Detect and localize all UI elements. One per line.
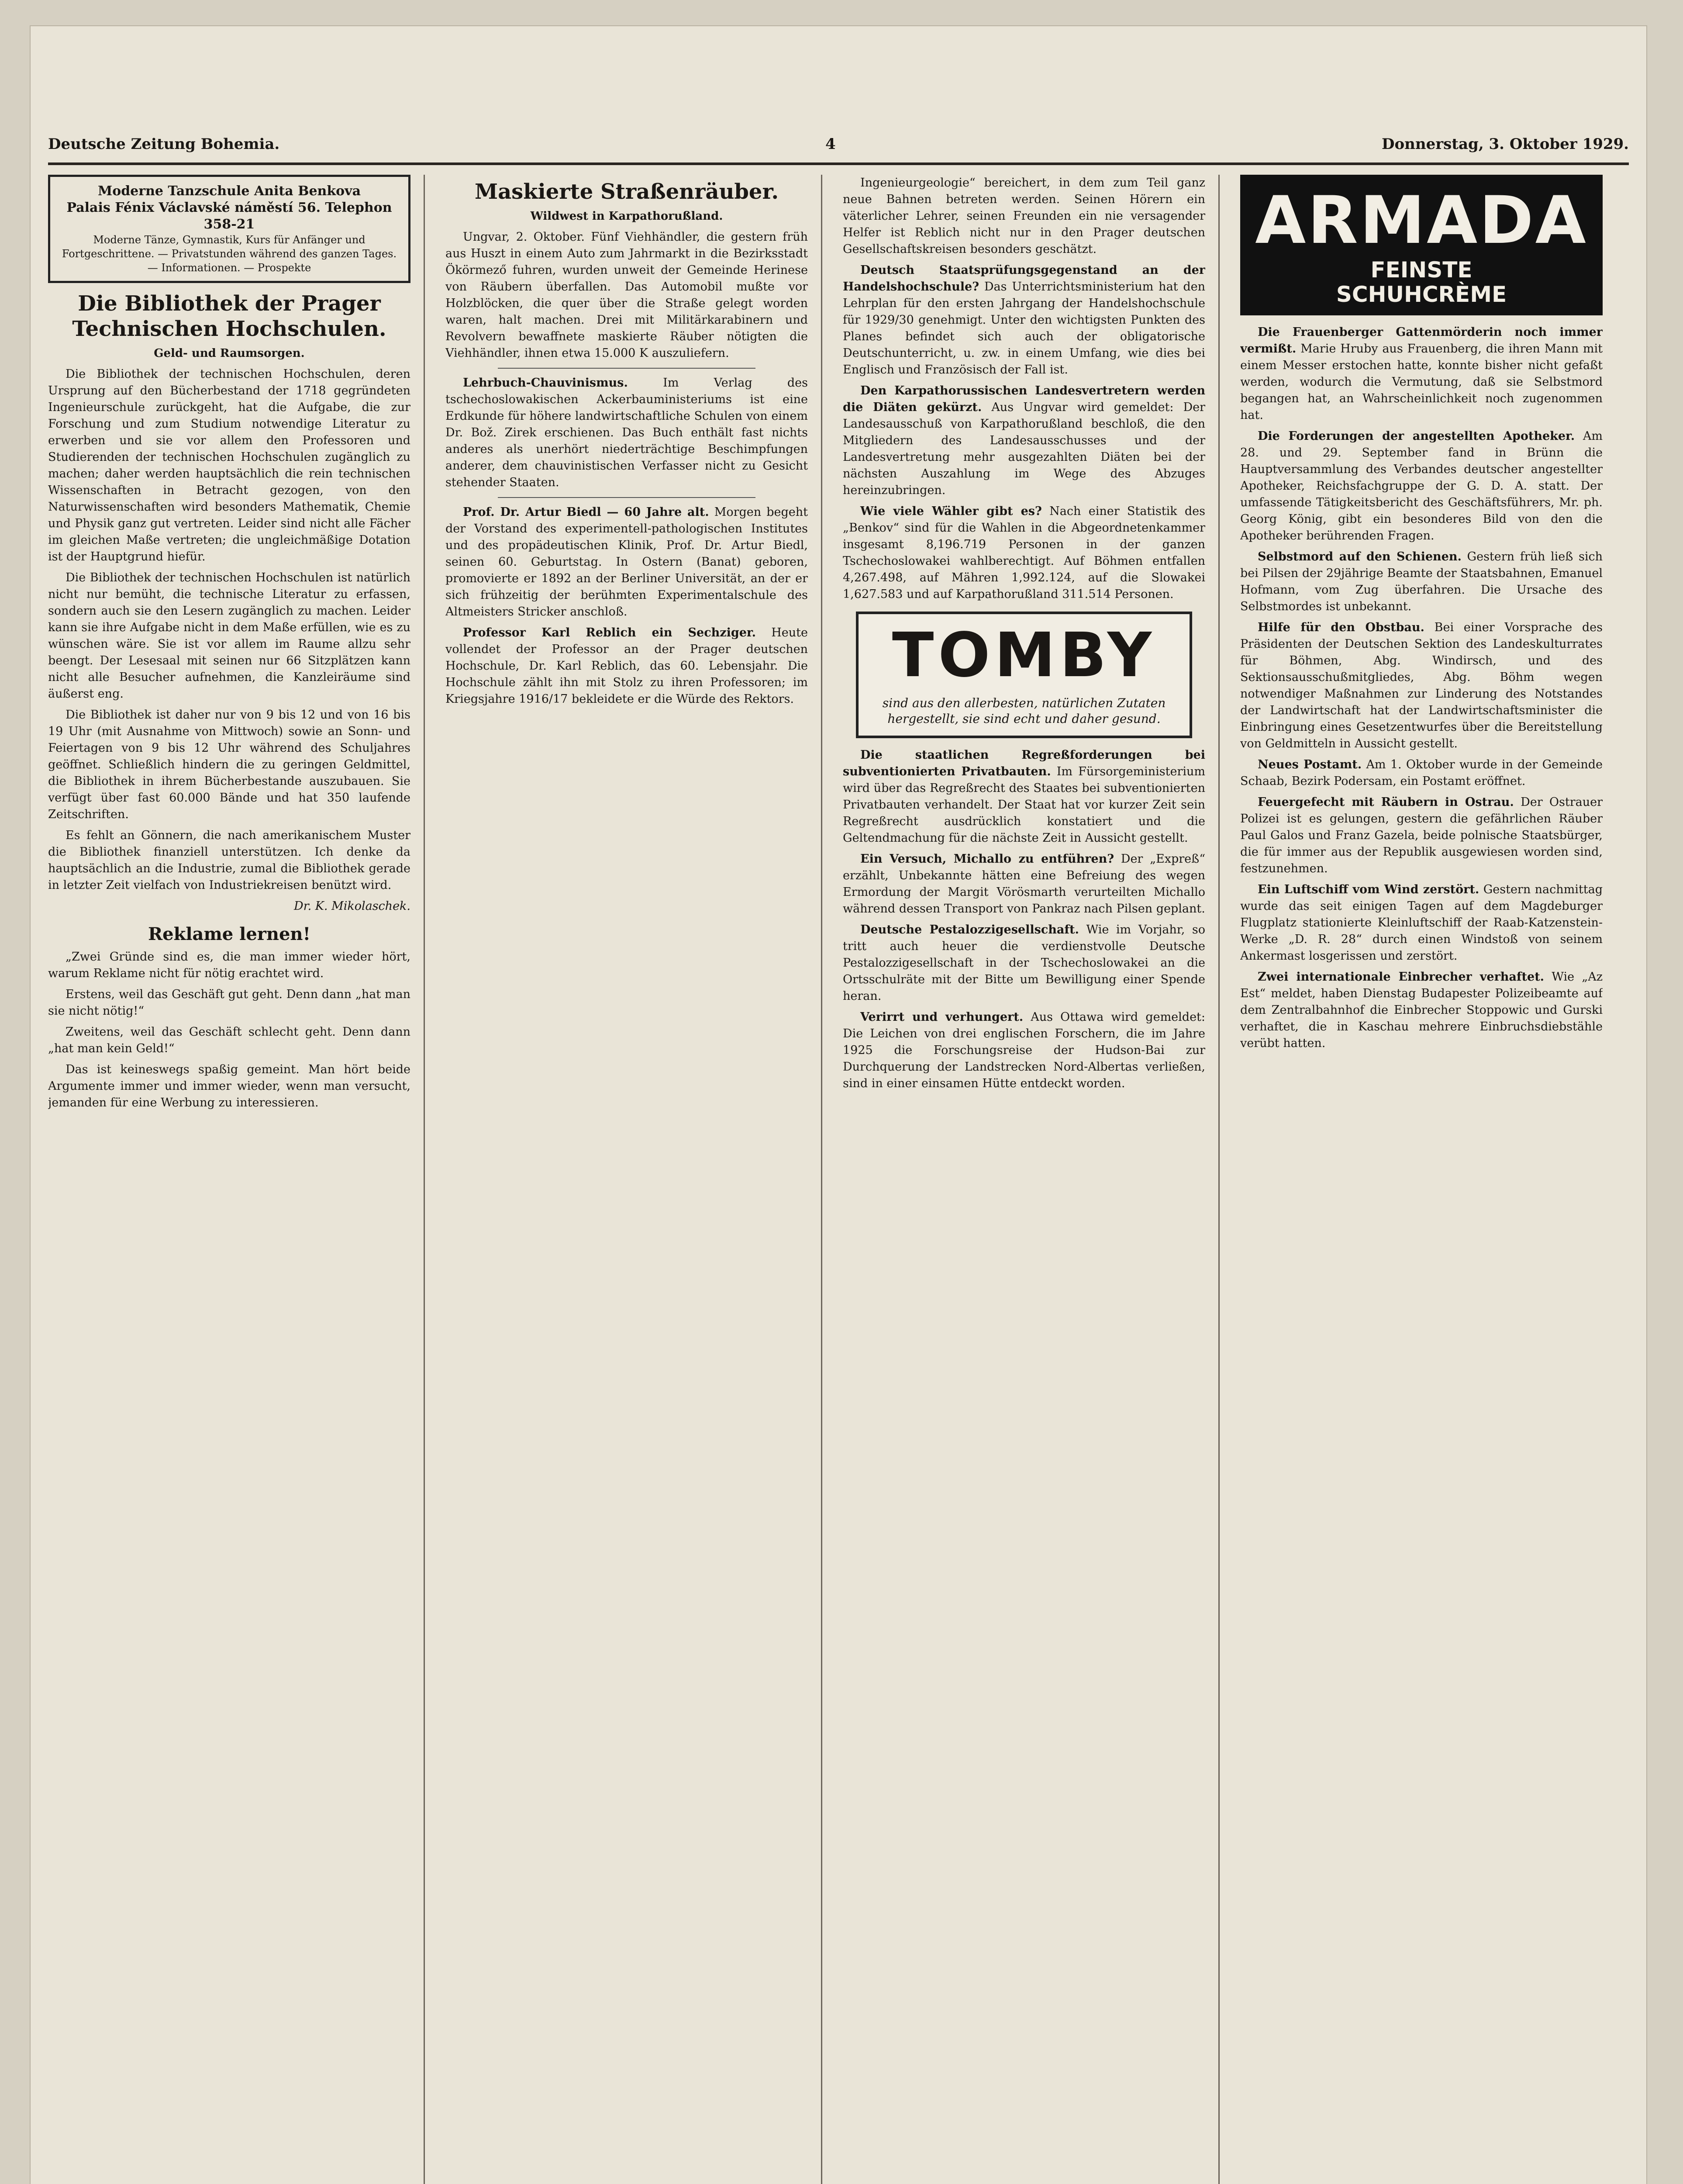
header-rule [48, 162, 1629, 165]
ad-text: Moderne Tänze, Gymnastik, Kurs für Anfänger und Fortgeschrittene. — Privatstunden während des ganzen Tages. — Informationen. — Prospekte [62, 234, 397, 274]
article-title: Die staatlichen Regreßforderungen bei subventionierten Privatbauten. [843, 748, 1205, 778]
article-title: Deutsche Pestalozzigesellschaft. [860, 923, 1079, 936]
ad-title: Moderne Tanzschule Anita Benkova [97, 183, 361, 199]
page-header [48, 135, 1629, 162]
article-paragraph: Ingenieurgeologie“ bereichert, in dem zum Teil ganz neue Bahnen betreten werden. Seinen Hörern ein väterlicher Lehrer, seinen Freunden ein nie versagender Helfer ist Reblich nicht nur in den Prager deutschen Gesellschaftskreisen besonders geschätzt. [843, 176, 1205, 256]
article-paragraph [445, 504, 808, 620]
column-divider [821, 175, 822, 2184]
column-divider [424, 175, 425, 2184]
article-text: Nach einer Statistik des „Benkov“ sind für die Wahlen in die Abgeordnetenkammer insgesamt 8,196.719 Personen in der ganzen Tschechoslowakei wahlberechtigt. Auf Böhmen entfallen 4,267.498, auf Mähren 1,992.124, auf die Slowakei 1,627.583 und auf Karpathorußland 311.514 Personen. [843, 505, 1205, 601]
newspaper-name: Deutsche Zeitung Bohemia. [48, 135, 280, 153]
article-paragraph: Das ist keineswegs spaßig gemeint. Man hört beide Argumente immer und immer wieder, wenn man versucht, jemanden für eine Werbung zu interessieren. [48, 1063, 410, 1109]
armada-logo: ARMADA [1255, 183, 1588, 259]
article-title: Die Bibliothek der Prager Technischen Hochschulen. [72, 291, 386, 341]
article-text: Wie „Az Est“ meldet, haben Dienstag Budapester Polizeibeamte auf dem Zentralbahnhof die Einbrecher Stoppowic und Gurski verhaftet, die in Kaschau mehrere Einbruchsdiebstähle verübt hatten. [1240, 970, 1603, 1050]
article-title: Deutsch Staatsprüfungsgegenstand an der Handelshochschule? [843, 263, 1205, 294]
armada-line: FEINSTE [1370, 257, 1473, 283]
author-signature: Dr. K. Mikolaschek. [293, 899, 410, 913]
newspaper-page [31, 26, 1646, 2184]
article-paragraph [1240, 757, 1603, 790]
column-4 [1240, 175, 1603, 2184]
article-text: Heute vollendet der Professor an der Prager deutschen Hochschule, Dr. Karl Reblich, das 60. Lebensjahr. Die Hochschule zählt ihn mit Stolz zu ihren Professoren; im Kriegsjahre 1916/17 bekleidete er die Würde des Rektors. [445, 626, 808, 706]
article-paragraph [843, 383, 1205, 499]
column-2 [445, 175, 808, 2184]
article-paragraph [445, 625, 808, 708]
article-text: Am 28. und 29. September fand in Brünn die Hauptversammlung des Verbandes deutscher angestellter Apotheker, Reichsfachgruppe der G. D. A. statt. Der umfassende Tätigkeitsbericht des Geschäftsführers, Mr. ph. Georg König, gibt ein besonderes Bild von den die Apotheker berührenden Fragen. [1240, 429, 1603, 543]
armada-ad [1240, 175, 1603, 315]
article-paragraph [1240, 969, 1603, 1052]
article-text: Wie im Vorjahr, so tritt auch heuer die verdienstvolle Deutsche Pestalozzigesellschaft in der Tschechoslowakei an die Ortsschulräte mit der Bitte um Bewilligung einer Spende heran. [843, 923, 1205, 1003]
article-paragraph [1240, 324, 1603, 424]
article-title: Prof. Dr. Artur Biedl — 60 Jahre alt. [463, 505, 709, 519]
article-paragraph: Die Bibliothek der technischen Hochschulen, deren Ursprung auf den Bücherbestand der 1718 gegründeten Ingenieurschule zurückgeht, hat die Aufgabe, die zur Forschung und zum Studium notwendige Literatur zu erwerben und sie vor allem den Professoren und Studierenden der technischen Hochschulen zugänglich zu machen; daher werden hauptsächlich die rein technischen Wissenschaften in Betracht gezogen, von den Naturwissenschaften wird besonders Mathematik, Chemie und Physik ganz gut vertreten. Leider sind nicht alle Fächer im gleichen Maße vertreten; die ungleichmäßige Dotation ist der Hauptgrund hiefür. [48, 367, 410, 563]
article-title: Feuergefecht mit Räubern in Ostrau. [1258, 795, 1514, 809]
column-divider [1218, 175, 1220, 2184]
article-text: Im Verlag des tschechoslowakischen Ackerbauministeriums ist eine Erdkunde für höhere landwirtschaftliche Schulen von einem Dr. Bož. Zirek erschienen. Das Buch enthält fast nichts anderes als unerhört niederträchtige Beschimpfungen anderer, dem chauvinistischen Verfasser nicht zu Gesicht stehender Staaten. [445, 376, 808, 489]
article-text: Bei einer Vorsprache des Präsidenten der Deutschen Sektion des Landeskulturrates für Böhmen, Abg. Windirsch, und des Sektionsausschußmitgliedes, Abg. Böhm wegen notwendiger Maßnahmen zur Linderung des Notstandes der Landwirtschaft hat der Landwirtschaftsminister die Einbringung eines Gesetzentwurfes über die Bereitstellung von Geldmitteln in Aussicht gestellt. [1240, 621, 1603, 750]
article-paragraph [843, 747, 1205, 847]
article-text: Aus Ottawa wird gemeldet: Die Leichen von drei englischen Forschern, die im Jahre 1925 die Forschungsreise der Hudson-Bai zur Durchquerung der Landstrecken Nord-Albertas verließen, sind in einer einsamen Hütte entdeckt worden. [843, 1010, 1205, 1090]
article-text: Der „Expreß“ erzählt, Unbekannte hätten eine Befreiung des wegen Ermordung der Margit Vörösmarth verurteilten Michallo während dessen Transport von Pankraz nach Pilsen geplant. [843, 852, 1205, 916]
article-paragraph: Zweitens, weil das Geschäft schlecht geht. Denn dann „hat man kein Geld!“ [48, 1025, 410, 1055]
article-title: Selbstmord auf den Schienen. [1258, 550, 1462, 563]
article-title: Hilfe für den Obstbau. [1258, 621, 1424, 634]
article-separator [498, 368, 755, 369]
article-paragraph: Die Bibliothek der technischen Hochschulen ist natürlich nicht nur bemüht, die technische Literatur zu erfassen, sondern auch sie den Lesern zugänglich zu machen. Leider kann sie ihre Aufgabe nicht in dem Maße erfüllen, wie es zu wünschen wäre. Sie ist vor allem im Raume allzu sehr beengt. Der Lesesaal mit seinen nur 66 Sitzplätzen kann nicht alle Besucher aufnehmen, die Kanzleiräume sind äußerst eng. [48, 571, 410, 701]
article-text: Gestern nachmittag wurde das seit einigen Tagen auf dem Magdeburger Flugplatz stationierte Kleinluftschiff der Raab-Katzenstein-Werke „D. R. 28“ durch einen Windstoß von seinem Ankermast losgerissen und zerstört. [1240, 883, 1603, 963]
article-paragraph [843, 262, 1205, 378]
article-paragraph: Es fehlt an Gönnern, die nach amerikanischem Muster die Bibliothek finanziell unterstützen. Ich denke da hauptsächlich an die Industrie, zumal die Bibliothek gerade in letzter Zeit vielfach von Industriekreisen benützt wird. [48, 829, 410, 892]
article-subtitle: Geld- und Raumsorgen. [154, 347, 305, 360]
article-paragraph [843, 1009, 1205, 1092]
article-title: Zwei internationale Einbrecher verhaftet. [1258, 970, 1545, 984]
article-title: Neues Postamt. [1258, 758, 1362, 771]
article-title: Ein Luftschiff vom Wind zerstört. [1258, 883, 1480, 896]
article-text: Der Ostrauer Polizei ist es gelungen, gestern die gefährlichen Räuber Paul Galos und Franz Gazela, beide polnische Staatsbürger, die für immer aus der Republik ausgewiesen worden sind, festzunehmen. [1240, 795, 1603, 875]
article-title: Maskierte Straßenräuber. [474, 180, 779, 204]
article-text: Am 1. Oktober wurde in der Gemeinde Schaab, Bezirk Podersam, ein Postamt eröffnet. [1240, 758, 1603, 788]
article-text: Marie Hruby aus Frauenberg, die ihren Mann mit einem Messer erstochen hatte, konnte bisher nicht gefaßt werden, wodurch die Vermutung, daß sie Selbstmord begangen hat, an Wahrscheinlichkeit noch zugenommen hat. [1240, 342, 1603, 422]
article-title: Lehrbuch-Chauvinismus. [463, 376, 628, 390]
issue-date: Donnerstag, 3. Oktober 1929. [1382, 135, 1629, 153]
article-text: Aus Ungvar wird gemeldet: Der Landesausschuß von Karpathorußland beschloß, die den Mitgliedern des Landesausschusses und der Landesvertretung mehr ausgezahlten Diäten bei der nächsten Auszahlung im Wege des Abzuges hereinzubringen. [843, 401, 1205, 497]
article-subtitle: Wildwest in Karpathorußland. [530, 210, 723, 223]
article-title: Verirrt und verhungert. [860, 1010, 1024, 1024]
ad-subtitle: Palais Fénix Václavské náměstí 56. Telephon 358-21 [66, 200, 392, 232]
article-paragraph [1240, 428, 1603, 544]
article-paragraph: Erstens, weil das Geschäft gut geht. Denn dann „hat man sie nicht nötig!“ [48, 988, 410, 1018]
article-paragraph [843, 922, 1205, 1005]
tomby-tagline: sind aus den allerbesten, natürlichen Zutaten hergestellt, sie sind echt und daher gesund. [882, 696, 1166, 726]
article-title: Wie viele Wähler gibt es? [860, 505, 1042, 518]
column-1 [48, 175, 410, 2184]
article-paragraph [1240, 619, 1603, 752]
article-text: Morgen begeht der Vorstand des experimentell-pathologischen Institutes und des propädeutischen Klinik, Prof. Dr. Artur Biedl, seinen 60. Geburtstag. In Ostern (Banat) geboren, promovierte er 1892 an der Berliner Universität, an der er sich frühzeitig der berühmten Experimentalschule des Altmeisters Stricker anschloß. [445, 505, 808, 619]
tomby-ad [856, 612, 1192, 738]
article-title: Ein Versuch, Michallo zu entführen? [860, 852, 1114, 866]
article-paragraph: Ungvar, 2. Oktober. Fünf Viehhändler, die gestern früh aus Huszt in einem Auto zum Jahrmarkt in die Bezirksstadt Ökörmező fuhren, wurden unweit der Gemeinde Herinese von Räubern überfallen. Das Automobil mußte vor Holzblöcken, die quer über die Straße gelegt worden waren, halt machen. Drei mit Militärkarabinern und Revolvern bewaffnete maskierte Räuber nötigten die Viehhändler, ihnen etwa 15.000 K auszuliefern. [445, 230, 808, 360]
article-title: Reklame lernen! [148, 924, 311, 944]
article-paragraph: Die Bibliothek ist daher nur von 9 bis 12 und von 16 bis 19 Uhr (mit Ausnahme von Mittwoch) sowie an Sonn- und Feiertagen von 9 bis 12 Uhr während des Schuljahres geöffnet. Schließlich hindern die zu geringen Geldmittel, die Bibliothek in ihrem Bücherbestande auszubauen. Sie verfügt über fast 60.000 Bände und hat 350 laufende Zeitschriften. [48, 708, 410, 821]
article-title: Die Forderungen der angestellten Apotheker. [1258, 429, 1575, 443]
article-paragraph: „Zwei Gründe sind es, die man immer wieder hört, warum Reklame nicht für nötig erachtet wird. [48, 950, 410, 980]
article-paragraph [843, 851, 1205, 917]
article-paragraph [1240, 881, 1603, 964]
article-paragraph [445, 375, 808, 491]
article-text: Gestern früh ließ sich bei Pilsen der 29jährige Beamte der Staatsbahnen, Emanuel Hofmann, vom Zug überfahren. Die Ursache des Selbstmordes ist unbekannt. [1240, 550, 1603, 613]
dance-school-ad [48, 175, 410, 283]
column-3 [843, 175, 1205, 2184]
article-title: Professor Karl Reblich ein Sechziger. [463, 626, 756, 639]
tomby-logo: TOMBY [892, 620, 1156, 691]
article-paragraph [1240, 549, 1603, 615]
article-title: Den Karpathorussischen Landesvertretern werden die Diäten gekürzt. [843, 384, 1205, 414]
page-number: 4 [825, 135, 836, 153]
article-text: Das Unterrichtsministerium hat den Lehrplan für den ersten Jahrgang der Handelshochschule für 1929/30 genehmigt. Unter den wichtigsten Punkten des Planes befindet sich auch der obligatorische Deutschunterricht, u. zw. in einem Umfang, wie dies bei Englisch und Französisch der Fall ist. [843, 280, 1205, 377]
article-paragraph [1240, 794, 1603, 877]
article-text: Im Fürsorgeministerium wird über das Regreßrecht des Staates bei subventionierten Privatbauten verhandelt. Der Staat hat vor kurzer Zeit sein Regreßrecht ausdrücklich konstatiert und die Geltendmachung für die nächste Zeit in Aussicht gestellt. [843, 765, 1205, 845]
article-paragraph [843, 503, 1205, 603]
article-title: Die Frauenberger Gattenmörderin noch immer vermißt. [1240, 325, 1603, 356]
armada-line: SCHUHCRÈME [1336, 282, 1507, 307]
article-separator [498, 497, 755, 498]
